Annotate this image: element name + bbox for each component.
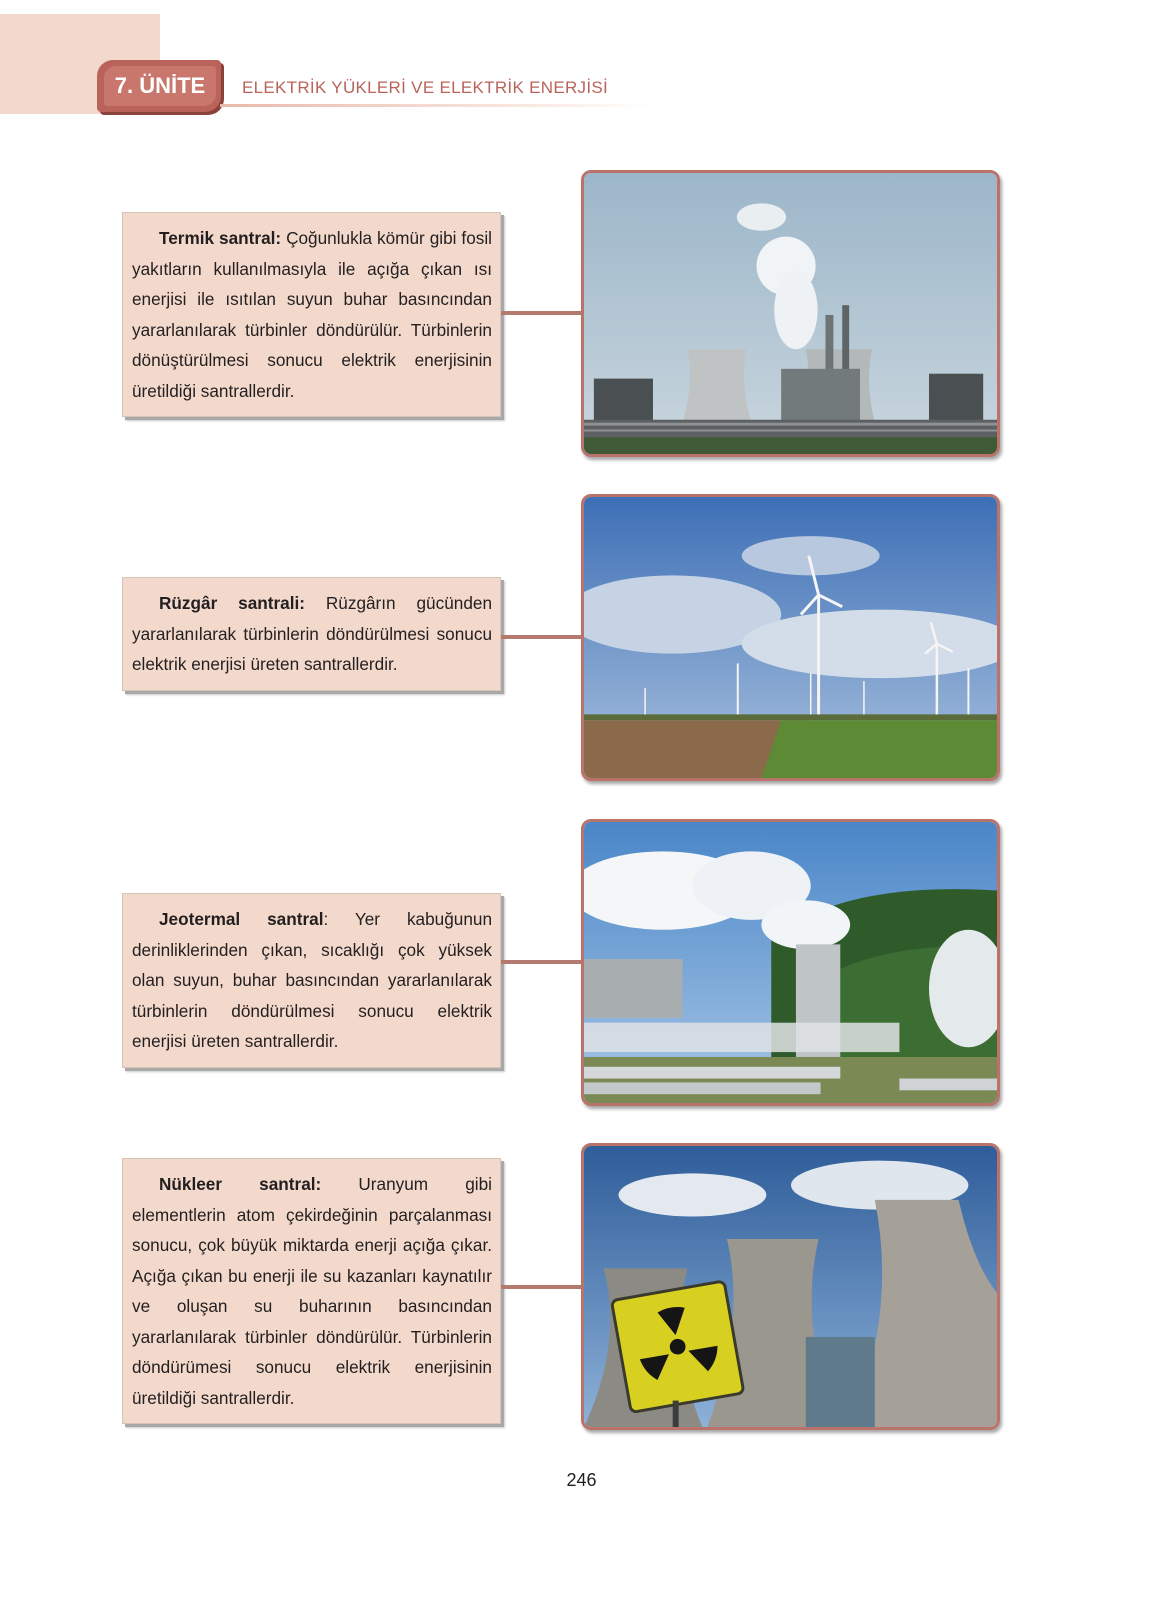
thermal-plant-text: Çoğunlukla kömür gibi fosil yakıtların kullanılmasıyla ile açığa çıkan ısı enerjisi ile ısıtılan suyun buhar basıncından yararlanılarak türbinler döndürülür. Türbinlerin dönüştürülmesi sonucu elektrik enerjisinin üretildiği santrallerdir. xyxy=(132,228,492,401)
thermal-plant-term: Termik santral: xyxy=(159,228,282,248)
geothermal-plant-photo xyxy=(581,819,1000,1106)
wind-plant-connector xyxy=(501,635,583,639)
geothermal-plant-connector xyxy=(501,960,583,964)
geothermal-plant-text: : Yer kabuğunun derinliklerinden çıkan, sıcaklığı çok yüksek olan suyun, buhar basıncından yararlanılarak türbinlerin döndürülmesi sonucu elektrik enerjisi üreten santrallerdir. xyxy=(132,909,493,1051)
wind-plant-term: Rüzgâr santrali: xyxy=(159,593,305,613)
nuclear-plant-card xyxy=(122,1158,501,1424)
nuclear-plant-photo xyxy=(581,1143,1000,1430)
page-number: 246 xyxy=(566,1470,597,1490)
unit-label: 7. ÜNİTE xyxy=(104,66,216,106)
thermal-plant-photo xyxy=(581,170,1000,457)
thermal-plant-card xyxy=(122,212,501,417)
nuclear-plant-description xyxy=(132,1169,492,1413)
header-rule xyxy=(220,104,650,107)
nuclear-plant-connector xyxy=(501,1285,583,1289)
geothermal-plant-card xyxy=(122,893,501,1068)
unit-title: ELEKTRİK YÜKLERİ VE ELEKTRİK ENERJİSİ xyxy=(242,78,609,97)
wind-plant-description xyxy=(132,588,492,680)
geothermal-plant-description xyxy=(132,904,492,1057)
thermal-plant-connector xyxy=(501,311,583,315)
wind-plant-card xyxy=(122,577,501,691)
thermal-plant-description xyxy=(132,223,492,406)
nuclear-plant-text: Uranyum gibi elementlerin atom çekirdeğinin parçalanması sonucu, çok büyük miktarda enerji açığa çıkar. Açığa çıkan bu enerji ile su kazanları kaynatılır ve oluşan su buharının basıncından yararlanılarak türbinler döndürülür. Türbinlerin döndürümesi sonucu elektrik enerjisinin üretildiği santrallerdir. xyxy=(132,1174,492,1408)
geothermal-plant-term: Jeotermal santral xyxy=(159,909,324,929)
wind-farm-photo xyxy=(581,494,1000,781)
wind-plant-text: Rüzgârın gücünden yararlanılarak türbinlerin döndürülmesi sonucu elektrik enerjisi üreten santrallerdir. xyxy=(132,593,493,674)
nuclear-plant-term: Nükleer santral: xyxy=(159,1174,322,1194)
